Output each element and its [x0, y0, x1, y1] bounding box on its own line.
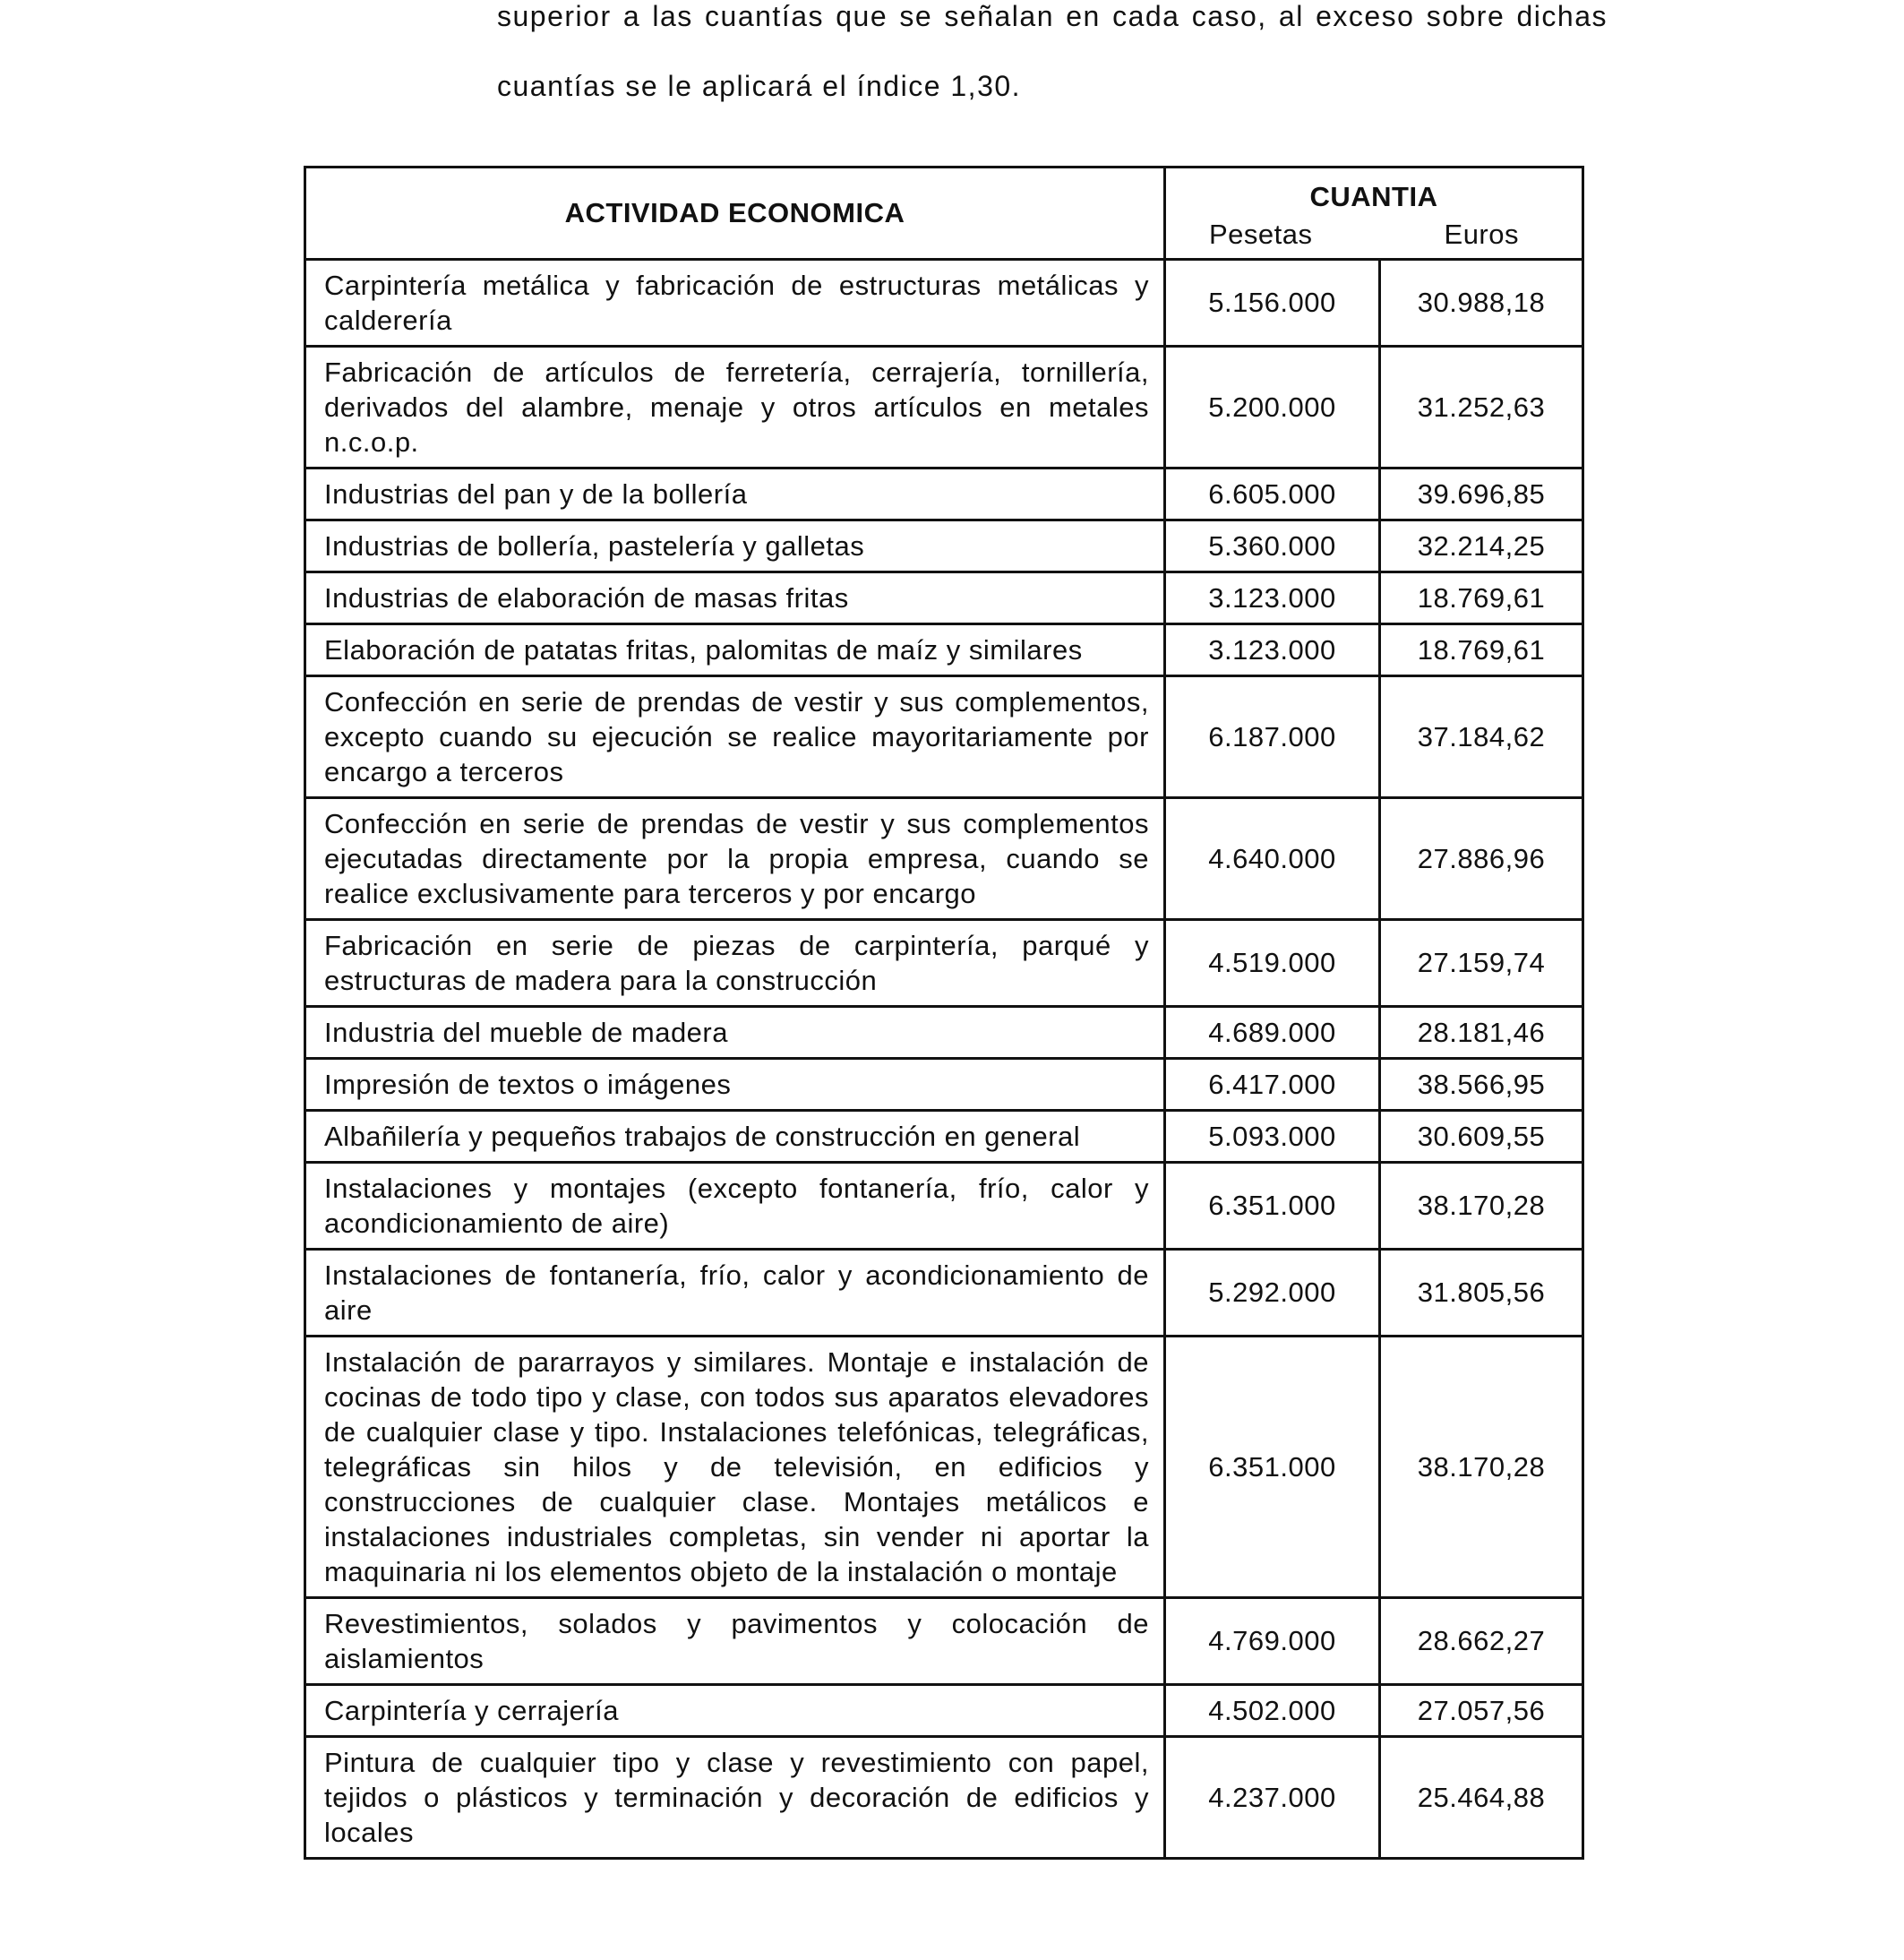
pesetas-cell: 5.292.000 [1165, 1250, 1380, 1337]
activity-amount-table [304, 166, 1584, 1860]
activity-cell: Revestimientos, solados y pavimentos y colocación de aislamientos [305, 1598, 1165, 1685]
euros-cell: 38.566,95 [1380, 1059, 1583, 1111]
activity-cell: Confección en serie de prendas de vestir y sus complementos, excepto cuando su ejecución se realice mayoritariamente por encargo a terceros [305, 676, 1165, 798]
activity-cell: Instalación de pararrayos y similares. Montaje e instalación de cocinas de todo tipo y clase, con todos sus aparatos elevadores de cualquier clase y tipo. Instalaciones telefónicas, telegráficas, telegráficas sin hilos y de televisión, en edificios y construcciones de cualquier clase. Montajes metálicos e instalaciones industriales completas, sin vender ni aportar la maquinaria ni los elementos objeto de la instalación o montaje [305, 1337, 1165, 1598]
activity-cell: Industrias de elaboración de masas fritas [305, 572, 1165, 624]
euros-cell: 30.988,18 [1380, 260, 1583, 347]
table-row [305, 1007, 1583, 1059]
pesetas-cell: 4.769.000 [1165, 1598, 1380, 1685]
table-row [305, 469, 1583, 520]
activity-cell: Fabricación de artículos de ferretería, cerrajería, tornillería, derivados del alambre, menaje y otros artículos en metales n.c.o.p. [305, 347, 1165, 469]
pesetas-cell: 6.417.000 [1165, 1059, 1380, 1111]
pesetas-cell: 4.689.000 [1165, 1007, 1380, 1059]
activity-cell: Industria del mueble de madera [305, 1007, 1165, 1059]
pesetas-cell: 3.123.000 [1165, 572, 1380, 624]
table-row [305, 920, 1583, 1007]
pesetas-cell: 3.123.000 [1165, 624, 1380, 676]
pesetas-cell: 4.519.000 [1165, 920, 1380, 1007]
euros-cell: 32.214,25 [1380, 520, 1583, 572]
euros-cell: 27.057,56 [1380, 1685, 1583, 1737]
table-row [305, 1598, 1583, 1685]
euros-cell: 28.662,27 [1380, 1598, 1583, 1685]
euros-cell: 18.769,61 [1380, 572, 1583, 624]
activity-cell: Albañilería y pequeños trabajos de construcción en general [305, 1111, 1165, 1163]
activity-cell: Industrias del pan y de la bollería [305, 469, 1165, 520]
table-row [305, 798, 1583, 920]
table-row [305, 1111, 1583, 1163]
activity-cell: Elaboración de patatas fritas, palomitas de maíz y similares [305, 624, 1165, 676]
activity-cell: Instalaciones y montajes (excepto fontanería, frío, calor y acondicionamiento de aire) [305, 1163, 1165, 1250]
euros-cell: 38.170,28 [1380, 1337, 1583, 1598]
euros-cell: 37.184,62 [1380, 676, 1583, 798]
pesetas-cell: 5.093.000 [1165, 1111, 1380, 1163]
table-header-row [305, 168, 1583, 260]
header-currency-labels [1166, 213, 1582, 254]
euros-cell: 27.159,74 [1380, 920, 1583, 1007]
table-row [305, 572, 1583, 624]
euros-cell: 18.769,61 [1380, 624, 1583, 676]
activity-cell: Carpintería metálica y fabricación de estructuras metálicas y calderería [305, 260, 1165, 347]
euros-cell: 38.170,28 [1380, 1163, 1583, 1250]
pesetas-cell: 5.360.000 [1165, 520, 1380, 572]
euros-cell: 28.181,46 [1380, 1007, 1583, 1059]
header-amount-title: CUANTIA [1309, 181, 1438, 212]
pesetas-cell: 6.351.000 [1165, 1163, 1380, 1250]
table-row [305, 676, 1583, 798]
table-row [305, 1685, 1583, 1737]
pesetas-cell: 5.156.000 [1165, 260, 1380, 347]
table-row [305, 1737, 1583, 1859]
pesetas-cell: 4.640.000 [1165, 798, 1380, 920]
euros-cell: 25.464,88 [1380, 1737, 1583, 1859]
euros-cell: 30.609,55 [1380, 1111, 1583, 1163]
euros-cell: 31.252,63 [1380, 347, 1583, 469]
activity-cell: Carpintería y cerrajería [305, 1685, 1165, 1737]
table-row [305, 347, 1583, 469]
euros-cell: 31.805,56 [1380, 1250, 1583, 1337]
table-row [305, 1337, 1583, 1598]
activity-cell: Pintura de cualquier tipo y clase y revestimiento con papel, tejidos o plásticos y terminación y decoración de edificios y locales [305, 1737, 1165, 1859]
table-row [305, 1250, 1583, 1337]
pesetas-cell: 6.187.000 [1165, 676, 1380, 798]
euros-cell: 27.886,96 [1380, 798, 1583, 920]
euros-cell: 39.696,85 [1380, 469, 1583, 520]
table-row [305, 624, 1583, 676]
pesetas-cell: 4.237.000 [1165, 1737, 1380, 1859]
header-amount [1165, 168, 1583, 260]
table-row [305, 1059, 1583, 1111]
activity-cell: Industrias de bollería, pastelería y galletas [305, 520, 1165, 572]
activity-cell: Impresión de textos o imágenes [305, 1059, 1165, 1111]
intro-line-2: cuantías se le aplicará el índice 1,30. [497, 70, 1022, 102]
header-activity: ACTIVIDAD ECONOMICA [305, 168, 1165, 260]
activity-cell: Fabricación en serie de piezas de carpintería, parqué y estructuras de madera para la construcción [305, 920, 1165, 1007]
table-row [305, 260, 1583, 347]
activity-cell: Instalaciones de fontanería, frío, calor y acondicionamiento de aire [305, 1250, 1165, 1337]
intro-line-1: superior a las cuantías que se señalan en cada caso, al exceso sobre dichas [497, 0, 1608, 32]
activity-cell: Confección en serie de prendas de vestir y sus complementos ejecutadas directamente por la propia empresa, cuando se realice exclusivamente para terceros y por encargo [305, 798, 1165, 920]
pesetas-cell: 6.605.000 [1165, 469, 1380, 520]
table-row [305, 520, 1583, 572]
pesetas-cell: 5.200.000 [1165, 347, 1380, 469]
pesetas-cell: 4.502.000 [1165, 1685, 1380, 1737]
header-pesetas: Pesetas [1209, 219, 1313, 250]
header-euros: Euros [1444, 219, 1519, 250]
table-row [305, 1163, 1583, 1250]
pesetas-cell: 6.351.000 [1165, 1337, 1380, 1598]
